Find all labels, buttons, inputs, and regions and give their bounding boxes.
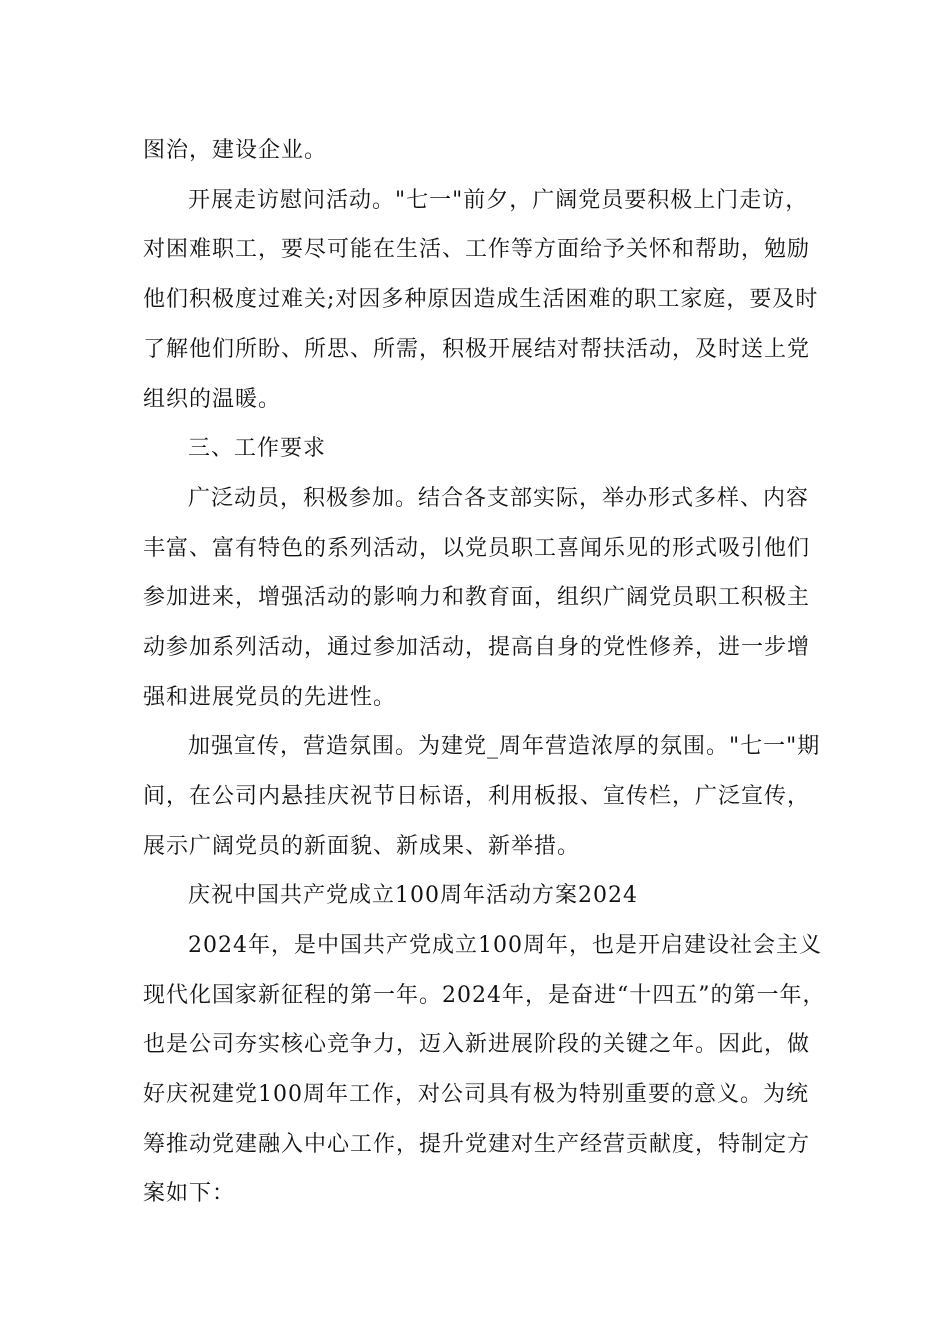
paragraph-line: 他们积极度过难关;对因多种原因造成生活困难的职工家庭，要及时 xyxy=(143,287,819,312)
paragraph-line: 强和进展党员的先进性。 xyxy=(143,685,397,710)
paragraph-line: 现代化国家新征程的第一年。2024年，是奋进“十四五”的第一年， xyxy=(143,983,826,1008)
paragraph-line: 对困难职工，要尽可能在生活、工作等方面给予关怀和帮助，勉励 xyxy=(143,237,811,262)
paragraph-line: 好庆祝建党100周年工作，对公司具有极为特别重要的意义。为统 xyxy=(143,1082,809,1107)
paragraph-line: 2024年，是中国共产党成立100周年，也是开启建设社会主义 xyxy=(188,933,822,958)
paragraph-line: 丰富、富有特色的系列活动，以党员职工喜闻乐见的形式吸引他们 xyxy=(143,536,811,561)
paragraph-line: 开展走访慰问活动。"七一"前夕，广阔党员要积极上门走访， xyxy=(188,188,809,213)
paragraph-line: 组织的温暖。 xyxy=(143,387,282,412)
paragraph-line: 了解他们所盼、所思、所需，积极开展结对帮扶活动，及时送上党 xyxy=(143,337,811,362)
paragraph-line: 动参加系列活动，通过参加活动，提高自身的党性修养，进一步增 xyxy=(143,635,811,660)
section-heading: 三、工作要求 xyxy=(188,436,327,461)
paragraph-line: 广泛动员，积极参加。结合各支部实际，举办形式多样、内容 xyxy=(188,486,810,511)
document-title: 庆祝中国共产党成立100周年活动方案2024 xyxy=(188,883,638,908)
paragraph-line: 图治，建设企业。 xyxy=(143,138,328,163)
paragraph-line: 筹推动党建融入中心工作，提升党建对生产经营贡献度，特制定方 xyxy=(143,1132,811,1157)
paragraph-line: 案如下： xyxy=(143,1181,236,1206)
paragraph-line: 展示广阔党员的新面貌、新成果、新举措。 xyxy=(143,834,581,859)
paragraph-line: 参加进来，增强活动的影响力和教育面，组织广阔党员职工积极主 xyxy=(143,585,811,610)
paragraph-line: 加强宣传，营造氛围。为建党_周年营造浓厚的氛围。"七一"期 xyxy=(188,734,821,759)
paragraph-line: 间，在公司内悬挂庆祝节日标语，利用板报、宣传栏，广泛宣传， xyxy=(143,784,811,809)
paragraph-line: 也是公司夯实核心竞争力，迈入新进展阶段的关键之年。因此，做 xyxy=(143,1032,811,1057)
